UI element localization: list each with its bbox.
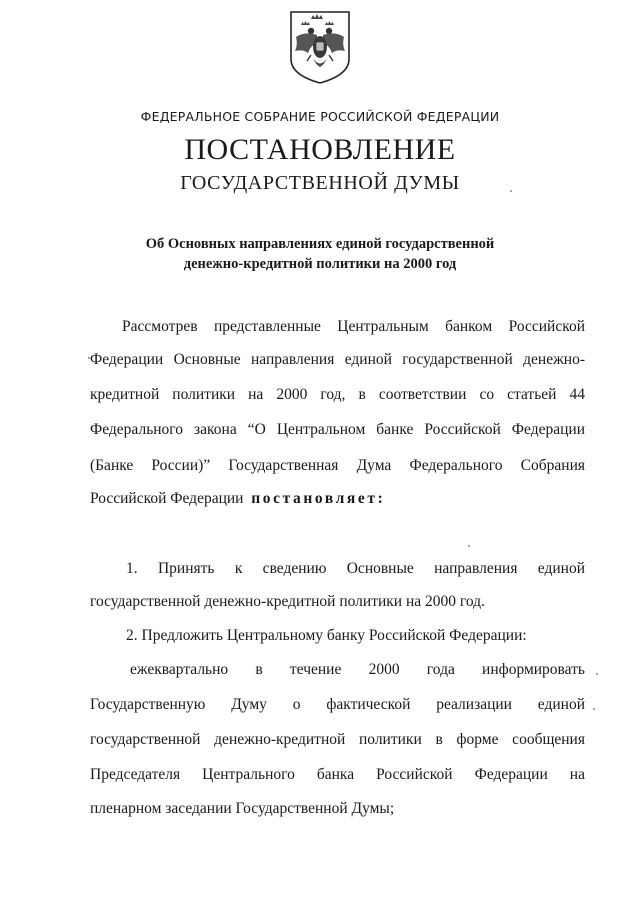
item-2-line: Государственную Думу о фактической реализации единой: [90, 696, 585, 713]
preamble-last-line: [90, 489, 585, 509]
resolves-keyword: постановляет:: [251, 490, 386, 507]
scan-speck: [468, 545, 470, 547]
preamble-line: (Банке России)” Государственная Дума Федерального Собрания: [90, 457, 585, 474]
issuing-authority: ФЕДЕРАЛЬНОЕ СОБРАНИЕ РОССИЙСКОЙ ФЕДЕРАЦИИ: [140, 109, 500, 124]
scan-speck: [596, 673, 598, 675]
coat-of-arms-icon: [287, 9, 353, 85]
item-2-line: Председателя Центрального банка Российской Федерации на: [90, 766, 585, 783]
preamble-line: кредитной политики на 2000 год, в соответствии со статьей 44: [90, 386, 585, 403]
item-2-line: государственной денежно-кредитной политики в форме сообщения: [90, 731, 585, 748]
item-2-line: ежеквартально в течение 2000 года информировать: [130, 661, 585, 678]
preamble-line: Рассмотрев представленные Центральным банком Российской: [122, 318, 585, 335]
preamble-line: Федерального закона “О Центральном банке Российской Федерации: [90, 421, 585, 438]
item-1-line: 1. Принять к сведению Основные направления единой: [126, 560, 585, 577]
preamble-last-line-text: Российской Федерации: [90, 490, 244, 507]
item-1-line: государственной денежно-кредитной политики на 2000 год.: [90, 593, 485, 610]
resolution-subject-line-2: денежно-кредитной политики на 2000 год: [183, 256, 457, 272]
scan-speck: [593, 708, 595, 710]
scan-speck: [510, 190, 512, 192]
item-2-line: пленарном заседании Государственной Думы;: [90, 800, 395, 817]
item-2-title: 2. Предложить Центральному банку Российской Федерации:: [126, 627, 527, 644]
resolution-subject-line-1: Об Основных направлениях единой государственной: [145, 236, 495, 252]
scan-speck: [88, 357, 90, 359]
document-type-title: ПОСТАНОВЛЕНИЕ: [184, 133, 456, 166]
preamble-line: Федерации Основные направления единой государственной денежно-: [90, 351, 585, 368]
issuing-body: ГОСУДАРСТВЕННОЙ ДУМЫ: [180, 172, 460, 194]
